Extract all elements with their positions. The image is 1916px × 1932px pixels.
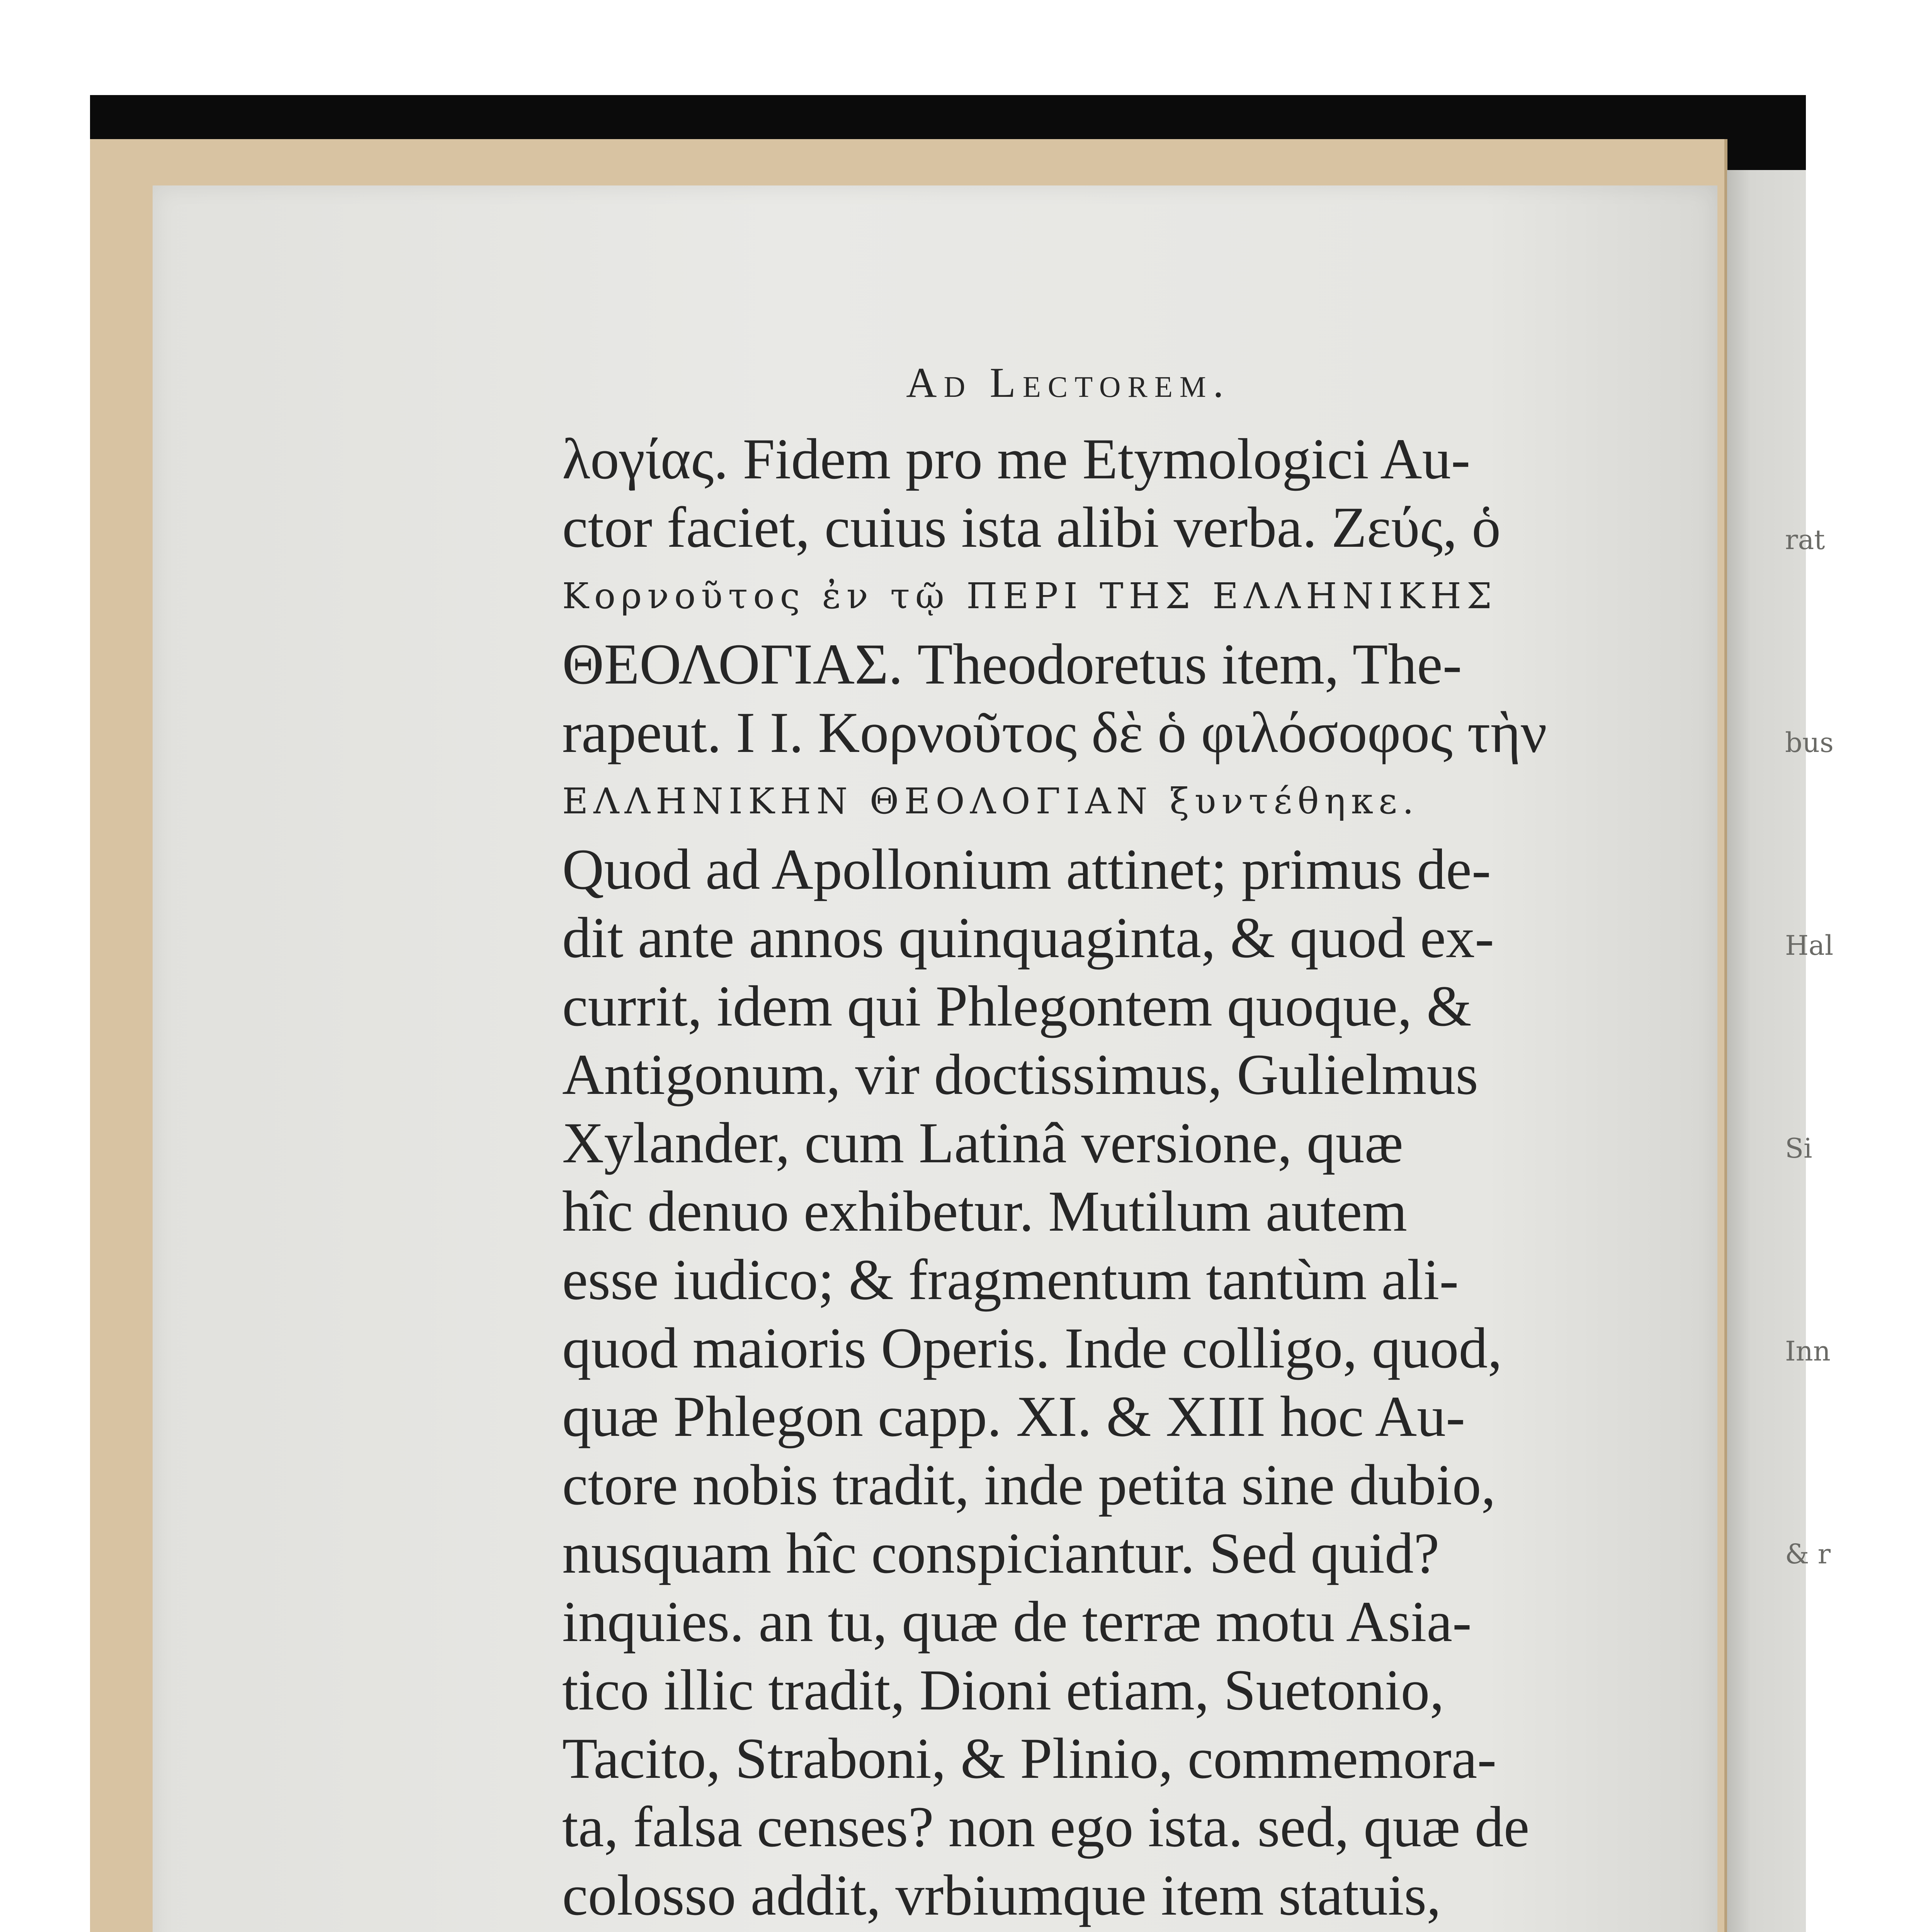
fragment: Si	[1785, 1133, 1812, 1164]
running-head: Ad Lectorem.	[906, 359, 1231, 406]
page-text-block	[562, 355, 1574, 1932]
fragment: Hal	[1785, 930, 1834, 961]
text-line: inquies. an tu, quæ de terræ motu Asia-	[562, 1590, 1472, 1654]
text-line: tico illic tradit, Dioni etiam, Suetonio,	[562, 1658, 1444, 1722]
text-line-greek: ΕΛΛΗΝΙΚΗΝ ΘΕΟΛΟΓΙΑΝ ξυντέθηκε.	[562, 781, 1420, 822]
text-line-greek: Κορνοῦτος ἐν τῷ ΠΕΡΙ ΤΗΣ ΕΛΛΗΝΙΚΗΣ	[562, 575, 1498, 617]
text-line: Antigonum, vir doctissimus, Gulielmus	[562, 1043, 1478, 1107]
fragment: bus	[1785, 727, 1834, 759]
text-line: ctore nobis tradit, inde petita sine dubio,	[562, 1453, 1496, 1517]
fragment: & r	[1785, 1538, 1831, 1570]
text-line: colosso addit, vrbiumque item statuis,	[562, 1863, 1441, 1927]
text-line: dit ante annos quinquaginta, & quod ex-	[562, 906, 1494, 970]
text-line: ta, falsa censes? non ego ista. sed, quæ de	[562, 1795, 1530, 1859]
facing-page-fragments	[1785, 371, 1834, 1656]
text-line: Xylander, cum Latinâ versione, quæ	[562, 1111, 1403, 1175]
text-line: Tacito, Straboni, & Plinio, commemora-	[562, 1726, 1497, 1791]
text-line	[562, 1930, 1574, 1932]
text-line: currit, idem qui Phlegontem quoque, &	[562, 974, 1472, 1038]
text-line: ctor faciet, cuius ista alibi verba. Ζεύς, ὁ	[562, 495, 1501, 560]
text-line: Quod ad Apollonium attinet; primus de-	[562, 837, 1491, 901]
fragment: Inn	[1785, 1335, 1831, 1367]
text-line: esse iudico; & fragmentum tantùm ali-	[562, 1248, 1459, 1312]
text-line: λογίας. Fidem pro me Etymologici Au-	[562, 427, 1471, 491]
text-line: rapeut. I I. Κορνοῦτος δὲ ὁ φιλόσοφος τὴν	[562, 701, 1547, 765]
text-line: quæ Phlegon capp. XI. & XIII hoc Au-	[562, 1384, 1465, 1449]
text-line: nusquam hîc conspiciantur. Sed quid?	[562, 1521, 1440, 1585]
fragment: rat	[1785, 524, 1825, 556]
text-line: ΘΕΟΛΟΓΙΑΣ. Theodoretus item, The-	[562, 632, 1462, 696]
text-line: hîc denuo exhibetur. Mutilum autem	[562, 1179, 1408, 1243]
text-line: quod maioris Operis. Inde colligo, quod,	[562, 1316, 1502, 1380]
